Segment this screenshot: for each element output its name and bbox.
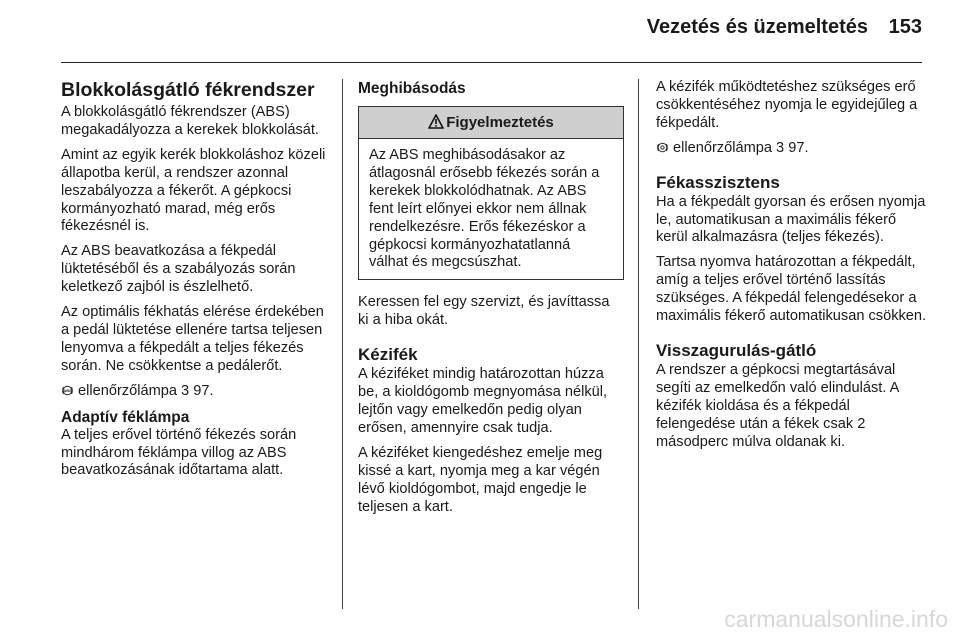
warning-box-header xyxy=(359,107,623,139)
svg-text:ABS: ABS xyxy=(63,387,72,393)
brake-warning-light-icon xyxy=(656,141,669,154)
column-1 xyxy=(61,79,333,487)
handbrake-paragraph: A kéziféket kiengedéshez emelje meg kissé a kart, nyomja meg a kar végén lévő kioldógombot, majd engedje le teljesen a kart. xyxy=(358,444,603,515)
brake-ref-text: ellenőrzőlámpa xyxy=(673,139,772,156)
brakelight-paragraph: A teljes erővel történő fékezés során mindhárom féklámpa villog az ABS beavatkozásának időtartama alatt. xyxy=(61,426,297,479)
handbrake-heading: Kézifék xyxy=(358,345,418,365)
abs-paragraph: A blokkolásgátló fékrendszer (ABS) megakadályozza a kerekek blokkolását. xyxy=(61,104,319,138)
abs-warning-light-icon xyxy=(61,384,74,397)
abs-paragraph: Amint az egyik kerék blokkoláshoz közeli állapotba kerül, a rendszer azonnal leszabályozza a fékerőt. A gépkocsi kormányozható marad, még erős fékezésnél is. xyxy=(61,146,326,235)
column-divider-2 xyxy=(638,79,639,609)
abs-paragraph: Az optimális fékhatás elérése érdekében a pedál lüktetése ellenére tartsa teljesen lenyomva a fékpedált a teljes fékezés során. Ne csökkentse a pedálerőt. xyxy=(61,304,324,374)
header-divider xyxy=(61,62,922,63)
hillhold-heading: Visszagurulás-gátló xyxy=(656,340,817,360)
column-divider-1 xyxy=(342,79,343,609)
column-2 xyxy=(358,79,624,523)
abs-paragraph: Az ABS beavatkozása a fékpedál lüktetéséből és a szabályozás során keletkező zajból is észlelhető. xyxy=(61,243,296,296)
page-header-title: Vezetés és üzemeltetés xyxy=(646,16,868,38)
abs-heading: Blokkolásgátló fékrendszer xyxy=(61,79,315,101)
watermark: carmanualsonline.info xyxy=(724,606,948,632)
abs-ref-arrow: 3 xyxy=(181,382,190,399)
abs-warning-light-reference xyxy=(61,383,333,401)
warning-text: Az ABS meghibásodásakor az átlagosnál erősebb fékezés során a kerekek blokkolódhatnak. Az ABS fent leírt előnyei ekkor nem állnak rendelkezésre. Erős fékezéskor a gépkocsi kormányozhatatlanná válhat és megcsúszhat. xyxy=(369,147,600,271)
warning-title: Figyelmeztetés xyxy=(446,114,554,131)
assist-paragraph: Ha a fékpedált gyorsan és erősen nyomja le, automatikusan a maximális fékerő kerül alkalmazásra (teljes fékezés). xyxy=(656,193,926,246)
warning-triangle-icon xyxy=(428,114,444,129)
brakelight-heading: Adaptív féklámpa xyxy=(61,408,190,426)
brake-ref-arrow: 3 xyxy=(776,139,785,156)
handbrake-paragraph: A kéziféket mindig határozottan húzza be, a kioldógomb megnyomása nélkül, lejtőn vagy emelkedőn pedig olyan erősen, amennyire csak tudja. xyxy=(358,366,608,436)
warning-box xyxy=(358,106,624,280)
hillhold-paragraph: A rendszer a gépkocsi megtartásával segíti az emelkedőn való elindulást. A kézifék kioldása és a fékpedál felengedése után a fékek csak 2 másodperc múlva oldanak ki. xyxy=(656,361,899,450)
page-number: 153 xyxy=(888,16,922,38)
abs-ref-text: ellenőrzőlámpa xyxy=(78,382,177,399)
brake-warning-light-reference xyxy=(656,140,928,158)
abs-ref-page[interactable]: 97. xyxy=(193,382,214,399)
fault-heading: Meghibásodás xyxy=(358,80,466,97)
column-3 xyxy=(656,79,928,459)
brake-ref-page[interactable]: 97. xyxy=(788,139,809,156)
assist-heading: Fékasszisztens xyxy=(656,172,780,192)
handbrake-cont-paragraph: A kézifék működtetéshez szükséges erő csökkentéséhez nyomja le egyidejűleg a fékpedált. xyxy=(656,79,918,131)
assist-paragraph: Tartsa nyomva határozottan a fékpedált, amíg a teljes erővel történő lassítás szükséges. A fékpedál felengedésekor a maximális fékerő automatikusan csökken. xyxy=(656,254,927,325)
fault-paragraph: Keressen fel egy szervizt, és javíttassa ki a hiba okát. xyxy=(358,294,610,329)
